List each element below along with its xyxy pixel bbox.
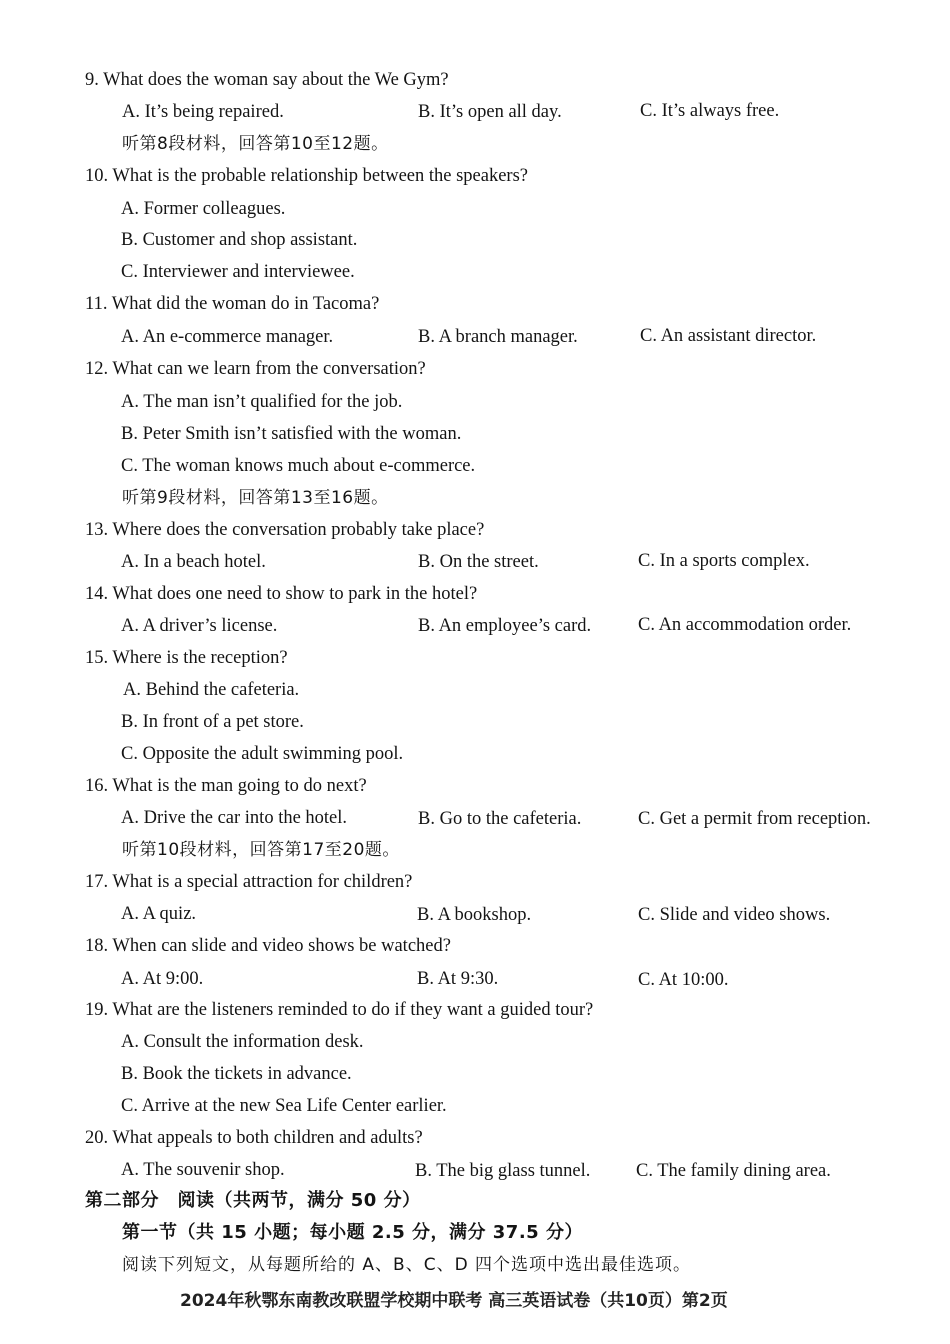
question-18-stem: 18. When can slide and video shows be watched?	[85, 936, 451, 956]
question-20-option-b: B. The big glass tunnel.	[415, 1161, 591, 1181]
question-16-option-a: A. Drive the car into the hotel.	[121, 808, 348, 828]
question-13-option-c: C. In a sports complex.	[638, 551, 810, 571]
question-9-stem: 9. What does the woman say about the We Gym?	[85, 70, 449, 90]
question-14-option-c: C. An accommodation order.	[638, 615, 852, 635]
part-two-heading: 第二部分 阅读（共两节，满分 50 分）	[85, 1190, 421, 1211]
question-14-option-a: A. A driver’s license.	[121, 616, 278, 636]
question-20-option-a: A. The souvenir shop.	[121, 1160, 285, 1180]
question-20-stem: 20. What appeals to both children and adults?	[85, 1128, 423, 1148]
question-18-option-b: B. At 9:30.	[417, 969, 499, 989]
section-one-heading: 第一节（共 15 小题；每小题 2.5 分，满分 37.5 分）	[122, 1222, 583, 1243]
question-12-stem: 12. What can we learn from the conversation?	[85, 359, 426, 379]
question-10-option-c: C. Interviewer and interviewee.	[121, 262, 355, 282]
question-20-option-c: C. The family dining area.	[636, 1161, 831, 1181]
question-9-option-c: C. It’s always free.	[640, 101, 780, 121]
instruction-segment-9: 听第9段材料，回答第13至16题。	[122, 488, 389, 508]
question-10-option-a: A. Former colleagues.	[121, 199, 286, 219]
question-13-stem: 13. Where does the conversation probably take place?	[85, 520, 485, 540]
reading-directions: 阅读下列短文，从每题所给的 A、B、C、D 四个选项中选出最佳选项。	[122, 1255, 692, 1275]
question-13-option-a: A. In a beach hotel.	[121, 552, 266, 572]
question-13-option-b: B. On the street.	[418, 552, 539, 572]
instruction-segment-8: 听第8段材料，回答第10至12题。	[122, 134, 389, 154]
page-footer: 2024年秋鄂东南教改联盟学校期中联考 高三英语试卷（共10页）第2页	[180, 1291, 728, 1311]
question-10-option-b: B. Customer and shop assistant.	[121, 230, 358, 250]
question-19-option-b: B. Book the tickets in advance.	[121, 1064, 352, 1084]
instruction-segment-10: 听第10段材料，回答第17至20题。	[122, 840, 400, 860]
question-18-option-a: A. At 9:00.	[121, 969, 204, 989]
question-11-option-c: C. An assistant director.	[640, 326, 817, 346]
question-16-stem: 16. What is the man going to do next?	[85, 776, 367, 796]
question-17-option-a: A. A quiz.	[121, 904, 197, 924]
question-11-option-a: A. An e-commerce manager.	[121, 327, 334, 347]
question-15-option-a: A. Behind the cafeteria.	[123, 680, 300, 700]
question-17-option-c: C. Slide and video shows.	[638, 905, 831, 925]
question-14-option-b: B. An employee’s card.	[418, 616, 592, 636]
question-12-option-a: A. The man isn’t qualified for the job.	[121, 392, 403, 412]
question-11-stem: 11. What did the woman do in Tacoma?	[85, 294, 380, 314]
question-15-stem: 15. Where is the reception?	[85, 648, 288, 668]
question-9-option-b: B. It’s open all day.	[418, 102, 562, 122]
question-15-option-b: B. In front of a pet store.	[121, 712, 304, 732]
question-18-option-c: C. At 10:00.	[638, 970, 729, 990]
question-16-option-c: C. Get a permit from reception.	[638, 809, 871, 829]
question-15-option-c: C. Opposite the adult swimming pool.	[121, 744, 404, 764]
question-9-option-a: A. It’s being repaired.	[122, 102, 284, 122]
question-10-stem: 10. What is the probable relationship between the speakers?	[85, 166, 529, 186]
question-11-option-b: B. A branch manager.	[418, 327, 578, 347]
question-17-stem: 17. What is a special attraction for children?	[85, 872, 413, 892]
question-19-stem: 19. What are the listeners reminded to do if they want a guided tour?	[85, 1000, 594, 1020]
question-14-stem: 14. What does one need to show to park in the hotel?	[85, 584, 478, 604]
question-17-option-b: B. A bookshop.	[417, 905, 532, 925]
question-12-option-c: C. The woman knows much about e-commerce.	[121, 456, 476, 476]
question-19-option-c: C. Arrive at the new Sea Life Center earlier.	[121, 1096, 447, 1116]
question-16-option-b: B. Go to the cafeteria.	[418, 809, 582, 829]
question-19-option-a: A. Consult the information desk.	[121, 1032, 364, 1052]
question-12-option-b: B. Peter Smith isn’t satisfied with the woman.	[121, 424, 462, 444]
